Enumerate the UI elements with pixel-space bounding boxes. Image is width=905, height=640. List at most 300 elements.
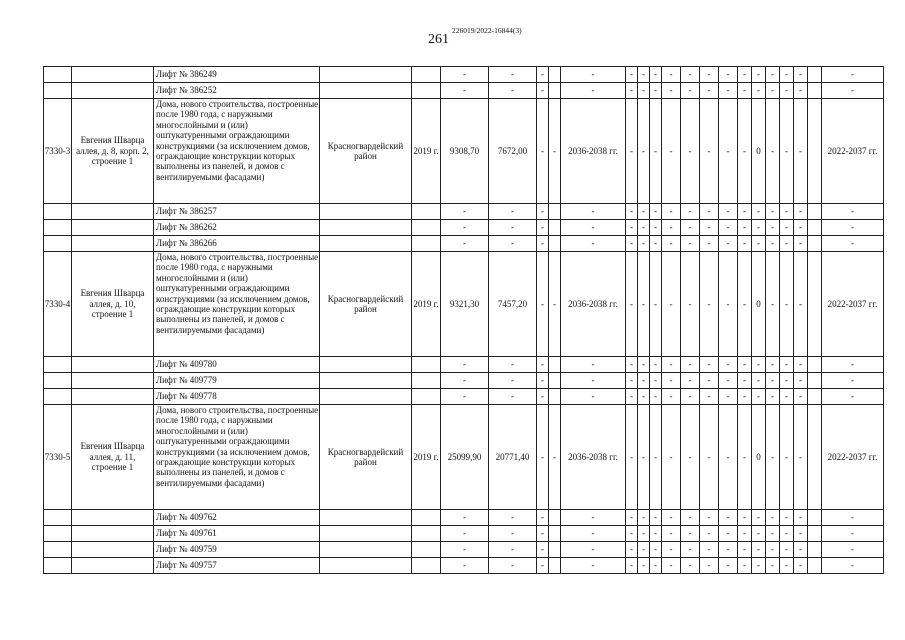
- value-cell: -: [752, 373, 766, 389]
- value-cell: -: [822, 510, 884, 526]
- value-cell: -: [489, 510, 537, 526]
- value-cell: -: [662, 373, 681, 389]
- value-cell: -: [561, 373, 626, 389]
- value-cell: -: [738, 83, 752, 99]
- value-cell: -: [681, 99, 700, 204]
- lift-row: [44, 67, 884, 83]
- lift-row: [44, 357, 884, 373]
- value-cell: -: [626, 510, 638, 526]
- value-cell: [808, 526, 822, 542]
- value-cell: -: [738, 542, 752, 558]
- lift-label: Лифт № 409759: [154, 542, 320, 558]
- value-cell: -: [662, 389, 681, 405]
- value-cell: [549, 67, 561, 83]
- value-cell: -: [794, 252, 808, 357]
- value-cell: [412, 526, 441, 542]
- value-cell: -: [638, 510, 650, 526]
- value-cell: -: [650, 526, 662, 542]
- building-id: 7330-3: [44, 99, 72, 204]
- value-cell: [412, 373, 441, 389]
- value-cell: -: [561, 357, 626, 373]
- value-cell: -: [766, 542, 780, 558]
- value-cell: 0: [752, 99, 766, 204]
- value-cell: -: [537, 542, 549, 558]
- value-cell: -: [561, 510, 626, 526]
- value-cell: -: [662, 83, 681, 99]
- value-cell: -: [794, 357, 808, 373]
- value-cell: -: [719, 389, 738, 405]
- value-cell: -: [681, 204, 700, 220]
- address-cell: [72, 558, 154, 574]
- id-cell: [44, 542, 72, 558]
- value-cell: [808, 220, 822, 236]
- value-cell: -: [638, 67, 650, 83]
- value-cell: [549, 510, 561, 526]
- lift-label: Лифт № 409780: [154, 357, 320, 373]
- value-cell: -: [489, 542, 537, 558]
- value-cell: -: [561, 526, 626, 542]
- value-cell: -: [780, 252, 794, 357]
- value-cell: -: [794, 220, 808, 236]
- value-cell: -: [662, 357, 681, 373]
- value-cell: -: [650, 220, 662, 236]
- value-cell: -: [822, 542, 884, 558]
- value-cell: [808, 510, 822, 526]
- value-cell: -: [752, 67, 766, 83]
- building-address: Евгения Шварца аллея, д. 8, корп. 2, строение 1: [72, 99, 154, 204]
- value-cell: -: [638, 558, 650, 574]
- value-cell: -: [549, 252, 561, 357]
- value-cell: -: [626, 204, 638, 220]
- total-area: 25099,90: [441, 405, 489, 510]
- value-cell: -: [822, 83, 884, 99]
- value-cell: -: [537, 83, 549, 99]
- value-cell: -: [537, 389, 549, 405]
- address-cell: [72, 204, 154, 220]
- value-cell: -: [738, 99, 752, 204]
- lift-row: [44, 526, 884, 542]
- value-cell: -: [561, 558, 626, 574]
- building-id: 7330-4: [44, 252, 72, 357]
- value-cell: -: [766, 83, 780, 99]
- district-cell: [320, 220, 412, 236]
- value-cell: -: [794, 204, 808, 220]
- building-description: Дома, нового строительства, построенные после 1980 года, с наружными многослойными и (или) оштукатуренными ограждающими конструкциями (за исключением домов, ограждающие конструкции которых выполнены из панелей, и домов с вентилируемыми фасадами): [154, 252, 320, 357]
- value-cell: -: [752, 542, 766, 558]
- value-cell: -: [681, 67, 700, 83]
- value-cell: [549, 236, 561, 252]
- value-cell: -: [650, 373, 662, 389]
- value-cell: [808, 83, 822, 99]
- value-cell: -: [626, 99, 638, 204]
- value-cell: -: [549, 405, 561, 510]
- value-cell: -: [780, 357, 794, 373]
- value-cell: -: [650, 389, 662, 405]
- value-cell: -: [766, 236, 780, 252]
- district-cell: [320, 389, 412, 405]
- value-cell: -: [700, 526, 719, 542]
- value-cell: -: [738, 526, 752, 542]
- value-cell: -: [681, 526, 700, 542]
- value-cell: -: [794, 405, 808, 510]
- id-cell: [44, 236, 72, 252]
- value-cell: -: [794, 99, 808, 204]
- value-cell: -: [662, 542, 681, 558]
- value-cell: 2036-2038 гг.: [561, 99, 626, 204]
- value-cell: -: [626, 252, 638, 357]
- value-cell: -: [738, 357, 752, 373]
- value-cell: [412, 357, 441, 373]
- value-cell: -: [537, 510, 549, 526]
- value-cell: -: [766, 526, 780, 542]
- value-cell: -: [561, 389, 626, 405]
- value-cell: -: [738, 220, 752, 236]
- value-cell: -: [537, 204, 549, 220]
- value-cell: -: [626, 220, 638, 236]
- value-cell: -: [766, 389, 780, 405]
- building-year: 2019 г.: [412, 252, 441, 357]
- value-cell: -: [794, 83, 808, 99]
- value-cell: -: [766, 558, 780, 574]
- value-cell: -: [561, 220, 626, 236]
- value-cell: -: [738, 373, 752, 389]
- value-cell: -: [441, 357, 489, 373]
- district-cell: [320, 373, 412, 389]
- value-cell: -: [561, 83, 626, 99]
- value-cell: [808, 236, 822, 252]
- value-cell: [808, 67, 822, 83]
- address-cell: [72, 67, 154, 83]
- value-cell: -: [822, 373, 884, 389]
- address-cell: [72, 357, 154, 373]
- value-cell: -: [700, 373, 719, 389]
- id-cell: [44, 83, 72, 99]
- value-cell: -: [700, 389, 719, 405]
- value-cell: -: [489, 67, 537, 83]
- value-cell: -: [681, 510, 700, 526]
- value-cell: -: [822, 558, 884, 574]
- value-cell: [549, 204, 561, 220]
- value-cell: -: [752, 204, 766, 220]
- value-cell: -: [441, 236, 489, 252]
- id-cell: [44, 558, 72, 574]
- value-cell: -: [822, 389, 884, 405]
- lift-label: Лифт № 409762: [154, 510, 320, 526]
- value-cell: 2036-2038 гг.: [561, 405, 626, 510]
- value-cell: -: [752, 558, 766, 574]
- buildings-table: [43, 66, 884, 574]
- value-cell: 0: [752, 252, 766, 357]
- value-cell: -: [681, 542, 700, 558]
- value-cell: -: [561, 67, 626, 83]
- value-cell: -: [650, 252, 662, 357]
- value-cell: -: [681, 236, 700, 252]
- building-district: Красногвардейский район: [320, 405, 412, 510]
- value-cell: -: [626, 389, 638, 405]
- district-cell: [320, 236, 412, 252]
- building-row: [44, 99, 884, 204]
- value-cell: -: [681, 252, 700, 357]
- value-cell: -: [638, 373, 650, 389]
- value-cell: -: [738, 405, 752, 510]
- value-cell: -: [650, 83, 662, 99]
- building-address: Евгения Шварца аллея, д. 11, строение 1: [72, 405, 154, 510]
- lift-row: [44, 542, 884, 558]
- id-cell: [44, 510, 72, 526]
- value-cell: [808, 373, 822, 389]
- id-cell: [44, 389, 72, 405]
- value-cell: -: [700, 99, 719, 204]
- value-cell: -: [441, 83, 489, 99]
- value-cell: 2036-2038 гг.: [561, 252, 626, 357]
- value-cell: -: [700, 83, 719, 99]
- value-cell: -: [780, 236, 794, 252]
- value-cell: -: [662, 526, 681, 542]
- address-cell: [72, 510, 154, 526]
- value-cell: -: [752, 83, 766, 99]
- district-cell: [320, 542, 412, 558]
- value-cell: -: [537, 220, 549, 236]
- value-cell: -: [537, 236, 549, 252]
- value-cell: -: [441, 389, 489, 405]
- value-cell: -: [794, 373, 808, 389]
- district-cell: [320, 357, 412, 373]
- id-cell: [44, 526, 72, 542]
- address-cell: [72, 236, 154, 252]
- value-cell: -: [719, 510, 738, 526]
- value-cell: [808, 357, 822, 373]
- value-cell: -: [780, 67, 794, 83]
- value-cell: -: [662, 405, 681, 510]
- value-cell: -: [441, 526, 489, 542]
- value-cell: -: [719, 252, 738, 357]
- value-cell: -: [794, 389, 808, 405]
- lift-label: Лифт № 386249: [154, 67, 320, 83]
- value-cell: -: [561, 542, 626, 558]
- building-description: Дома, нового строительства, построенные после 1980 года, с наружными многослойными и (или) оштукатуренными ограждающими конструкциями (за исключением домов, ограждающие конструкции которых выполнены из панелей, и домов с вентилируемыми фасадами): [154, 99, 320, 204]
- lift-row: [44, 510, 884, 526]
- value-cell: -: [780, 405, 794, 510]
- value-cell: -: [794, 558, 808, 574]
- value-cell: -: [441, 542, 489, 558]
- value-cell: -: [489, 204, 537, 220]
- value-cell: -: [626, 526, 638, 542]
- value-cell: 0: [752, 405, 766, 510]
- value-cell: -: [662, 67, 681, 83]
- building-district: Красногвардейский район: [320, 252, 412, 357]
- value-cell: -: [719, 204, 738, 220]
- value-cell: -: [780, 526, 794, 542]
- value-cell: -: [752, 236, 766, 252]
- value-cell: -: [638, 236, 650, 252]
- value-cell: -: [537, 357, 549, 373]
- living-area: 7457,20: [489, 252, 537, 357]
- value-cell: -: [752, 510, 766, 526]
- value-cell: -: [780, 542, 794, 558]
- value-cell: -: [650, 99, 662, 204]
- value-cell: -: [441, 67, 489, 83]
- value-cell: [549, 526, 561, 542]
- value-cell: -: [489, 357, 537, 373]
- district-cell: [320, 510, 412, 526]
- building-year: 2019 г.: [412, 99, 441, 204]
- value-cell: -: [638, 357, 650, 373]
- lift-row: [44, 373, 884, 389]
- lift-label: Лифт № 409778: [154, 389, 320, 405]
- value-cell: -: [537, 373, 549, 389]
- value-cell: -: [719, 83, 738, 99]
- value-cell: -: [700, 510, 719, 526]
- value-cell: -: [638, 99, 650, 204]
- value-cell: -: [794, 526, 808, 542]
- address-cell: [72, 220, 154, 236]
- value-cell: -: [794, 236, 808, 252]
- value-cell: -: [650, 204, 662, 220]
- document-number: 226019/2022-16844(3): [452, 26, 522, 35]
- value-cell: -: [780, 558, 794, 574]
- value-cell: -: [441, 510, 489, 526]
- value-cell: [412, 558, 441, 574]
- value-cell: [808, 405, 822, 510]
- value-cell: -: [794, 542, 808, 558]
- lift-row: [44, 389, 884, 405]
- lift-row: [44, 236, 884, 252]
- value-cell: -: [650, 405, 662, 510]
- address-cell: [72, 542, 154, 558]
- district-cell: [320, 204, 412, 220]
- value-cell: -: [822, 236, 884, 252]
- value-cell: -: [766, 357, 780, 373]
- value-cell: -: [738, 510, 752, 526]
- value-cell: -: [489, 236, 537, 252]
- value-cell: -: [738, 67, 752, 83]
- value-cell: -: [822, 526, 884, 542]
- living-area: 20771,40: [489, 405, 537, 510]
- value-cell: -: [681, 83, 700, 99]
- value-cell: -: [650, 558, 662, 574]
- lift-label: Лифт № 409761: [154, 526, 320, 542]
- value-cell: -: [700, 252, 719, 357]
- value-cell: -: [766, 510, 780, 526]
- lift-row: [44, 220, 884, 236]
- value-cell: -: [700, 357, 719, 373]
- value-cell: [412, 389, 441, 405]
- value-cell: -: [561, 204, 626, 220]
- value-cell: -: [719, 542, 738, 558]
- value-cell: -: [638, 204, 650, 220]
- value-cell: -: [700, 220, 719, 236]
- value-cell: [412, 542, 441, 558]
- value-cell: -: [780, 389, 794, 405]
- value-cell: -: [662, 204, 681, 220]
- value-cell: -: [738, 252, 752, 357]
- value-cell: -: [700, 558, 719, 574]
- total-area: 9308,70: [441, 99, 489, 204]
- value-cell: -: [662, 558, 681, 574]
- value-cell: [549, 373, 561, 389]
- building-description: Дома, нового строительства, построенные после 1980 года, с наружными многослойными и (или) оштукатуренными ограждающими конструкциями (за исключением домов, ограждающие конструкции которых выполнены из панелей, и домов с вентилируемыми фасадами): [154, 405, 320, 510]
- district-cell: [320, 526, 412, 542]
- value-cell: -: [549, 99, 561, 204]
- value-cell: -: [537, 99, 549, 204]
- value-cell: -: [780, 373, 794, 389]
- value-cell: -: [537, 405, 549, 510]
- value-cell: [808, 204, 822, 220]
- value-cell: -: [766, 373, 780, 389]
- lift-label: Лифт № 409779: [154, 373, 320, 389]
- value-cell: -: [752, 526, 766, 542]
- address-cell: [72, 389, 154, 405]
- value-cell: -: [780, 99, 794, 204]
- value-cell: [808, 99, 822, 204]
- building-id: 7330-5: [44, 405, 72, 510]
- lift-row: [44, 204, 884, 220]
- value-cell: -: [719, 357, 738, 373]
- lift-label: Лифт № 386252: [154, 83, 320, 99]
- value-cell: -: [638, 83, 650, 99]
- lift-label: Лифт № 386266: [154, 236, 320, 252]
- value-cell: -: [794, 510, 808, 526]
- value-cell: -: [766, 67, 780, 83]
- value-cell: -: [638, 526, 650, 542]
- value-cell: -: [822, 204, 884, 220]
- building-address: Евгения Шварца аллея, д. 10, строение 1: [72, 252, 154, 357]
- value-cell: -: [537, 558, 549, 574]
- value-cell: [808, 252, 822, 357]
- address-cell: [72, 373, 154, 389]
- value-cell: -: [626, 373, 638, 389]
- value-cell: -: [700, 204, 719, 220]
- value-cell: -: [662, 510, 681, 526]
- value-cell: -: [638, 220, 650, 236]
- value-cell: [549, 357, 561, 373]
- value-cell: -: [537, 526, 549, 542]
- lift-row: [44, 558, 884, 574]
- value-cell: -: [441, 373, 489, 389]
- value-cell: -: [650, 236, 662, 252]
- value-cell: [549, 389, 561, 405]
- value-cell: -: [719, 99, 738, 204]
- value-cell: -: [650, 67, 662, 83]
- value-cell: -: [719, 373, 738, 389]
- value-cell: [808, 542, 822, 558]
- value-cell: -: [738, 558, 752, 574]
- building-row: [44, 252, 884, 357]
- value-cell: -: [719, 236, 738, 252]
- value-cell: -: [537, 252, 549, 357]
- value-cell: [549, 83, 561, 99]
- district-cell: [320, 558, 412, 574]
- value-cell: -: [700, 236, 719, 252]
- value-cell: -: [766, 405, 780, 510]
- value-cell: -: [662, 99, 681, 204]
- building-year: 2019 г.: [412, 405, 441, 510]
- value-cell: -: [780, 510, 794, 526]
- value-cell: [549, 558, 561, 574]
- value-cell: -: [638, 252, 650, 357]
- value-cell: -: [638, 389, 650, 405]
- district-cell: [320, 67, 412, 83]
- value-cell: -: [681, 357, 700, 373]
- value-cell: -: [441, 204, 489, 220]
- lift-label: Лифт № 386262: [154, 220, 320, 236]
- value-cell: -: [822, 220, 884, 236]
- value-cell: -: [626, 83, 638, 99]
- lift-row: [44, 83, 884, 99]
- value-cell: -: [441, 220, 489, 236]
- value-cell: 2022-2037 гг.: [822, 252, 884, 357]
- value-cell: [808, 558, 822, 574]
